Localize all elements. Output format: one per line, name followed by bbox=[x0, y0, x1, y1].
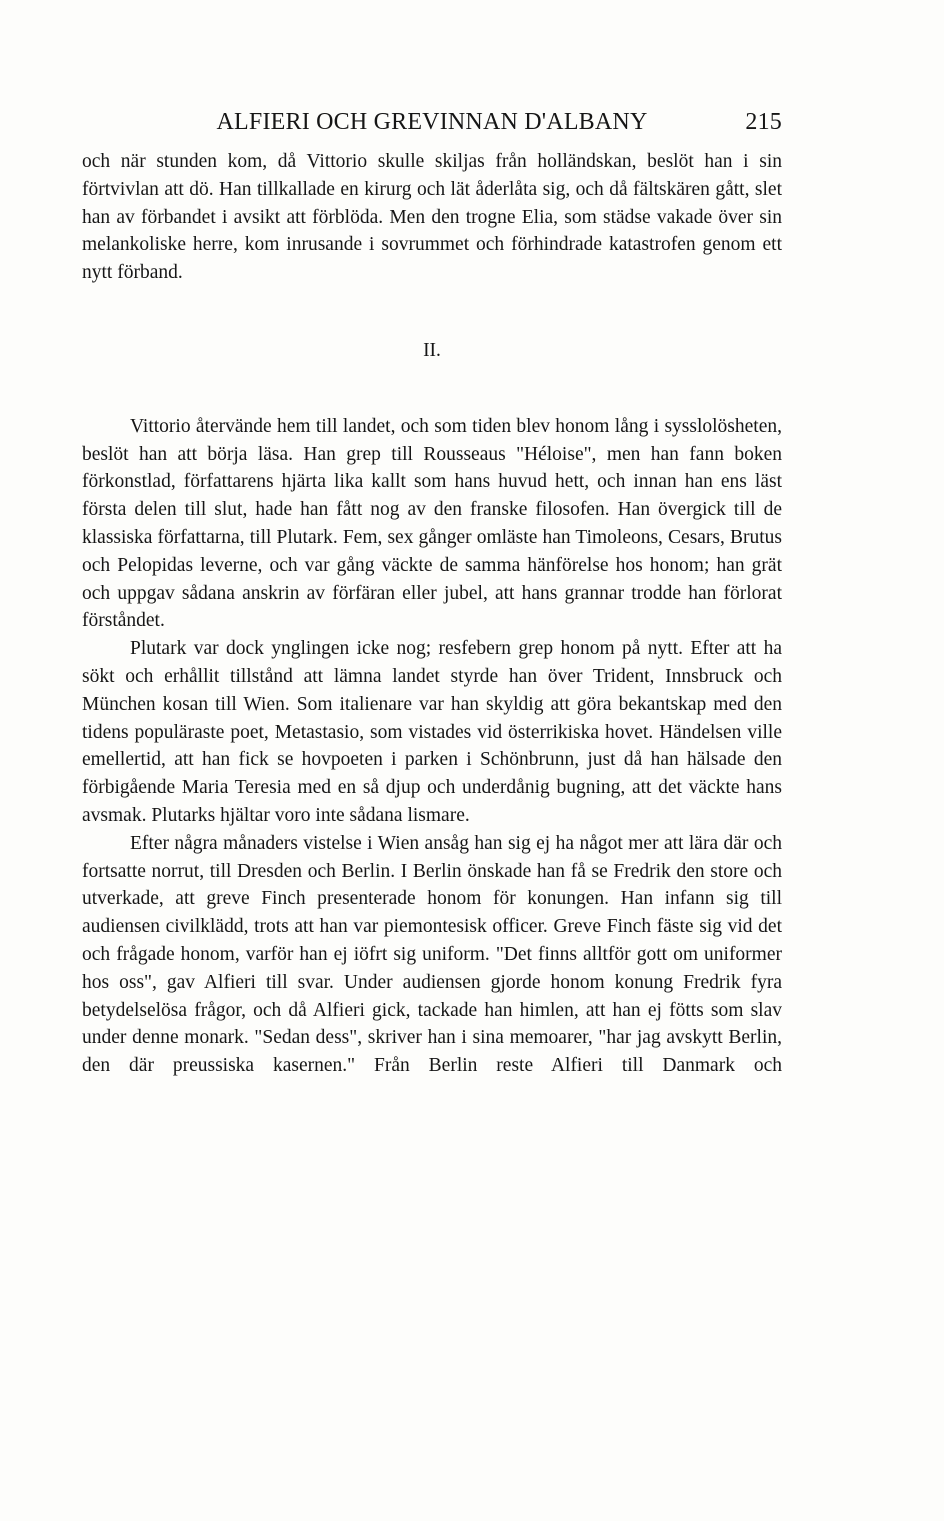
page-header bbox=[82, 106, 782, 138]
paragraph-3: Plutark var dock ynglingen icke nog; resfebern grep honom på nytt. Efter att ha sökt och erhållit tillstånd att lämna landet styrde han över Trident, Innsbruck och München kosan till Wien. Som italienare var han skyldig att göra bekantskap med den tidens populäraste poet, Metastasio, som vistades vid österrikiska hovet. Händelsen ville emellertid, att han fick se hovpoeten i parken i Schönbrunn, just då han hälsade den förbigående Maria Teresia med en så djup och underdånig bugning, att det väckte hans avsmak. Plutarks hjältar voro inte sådana lismare. bbox=[82, 638, 782, 826]
body-text bbox=[82, 148, 782, 1080]
section-number: II. bbox=[423, 339, 441, 361]
paragraph-1: och när stunden kom, då Vittorio skulle skiljas från holländskan, beslöt han i sin förtvivlan att dö. Han tillkallade en kirurg och lät åderlåta sig, och då fältskären gått, slet han av förbandet i avsikt att förblöda. Men den trogne Elia, som städse vakade över sin melankoliske herre, kom inrusande i sovrummet och förhindrade katastrofen genom ett nytt förband. bbox=[82, 151, 782, 284]
running-head: ALFIERI OCH GREVINNAN D'ALBANY bbox=[216, 109, 648, 135]
page-number: 215 bbox=[745, 109, 782, 135]
paragraph-2: Vittorio återvände hem till landet, och som tiden blev honom lång i sysslolösheten, beslöt han att börja läsa. Han grep till Rousseaus "Héloise", men han fann boken förkonstlad, författarens hjärta lika kallt som hans huvud hett, och innan han ens läst första delen till slut, hade han fått nog av den franske filosofen. Han övergick till de klassiska författarna, till Plutark. Fem, sex gånger omläste han Timoleons, Cesars, Brutus och Pelopidas leverne, och var gång väckte de samma hänförelse hos honom; han grät och uppgav sådana anskrin av förfäran eller jubel, att hans grannar trodde han förlorat förståndet. bbox=[82, 415, 782, 632]
paragraph-4: Efter några månaders vistelse i Wien ansåg han sig ej ha något mer att lära där och fortsatte norrut, till Dresden och Berlin. I Berlin önskade han få se Fredrik den store och utverkade, att greve Finch presenterade honom för konungen. Han infann sig till audiensen civilklädd, trots att han var piemontesisk officer. Greve Finch fäste sig vid det och frågade honom, varför han ej iöfrt sig uniform. "Det finns alltför gott om uniformer hos oss", gav Alfieri till svar. Under audiensen gjorde honom konung Fredrik fyra betydelselösa frågor, och då Alfieri gick, tackade han himlen, att han ej fötts som slav under denne monark. "Sedan dess", skriver han i sina memoarer, "har jag avskytt Berlin, den där preussiska kasernen." Från Berlin reste Alfieri till Danmark och bbox=[82, 832, 782, 1077]
